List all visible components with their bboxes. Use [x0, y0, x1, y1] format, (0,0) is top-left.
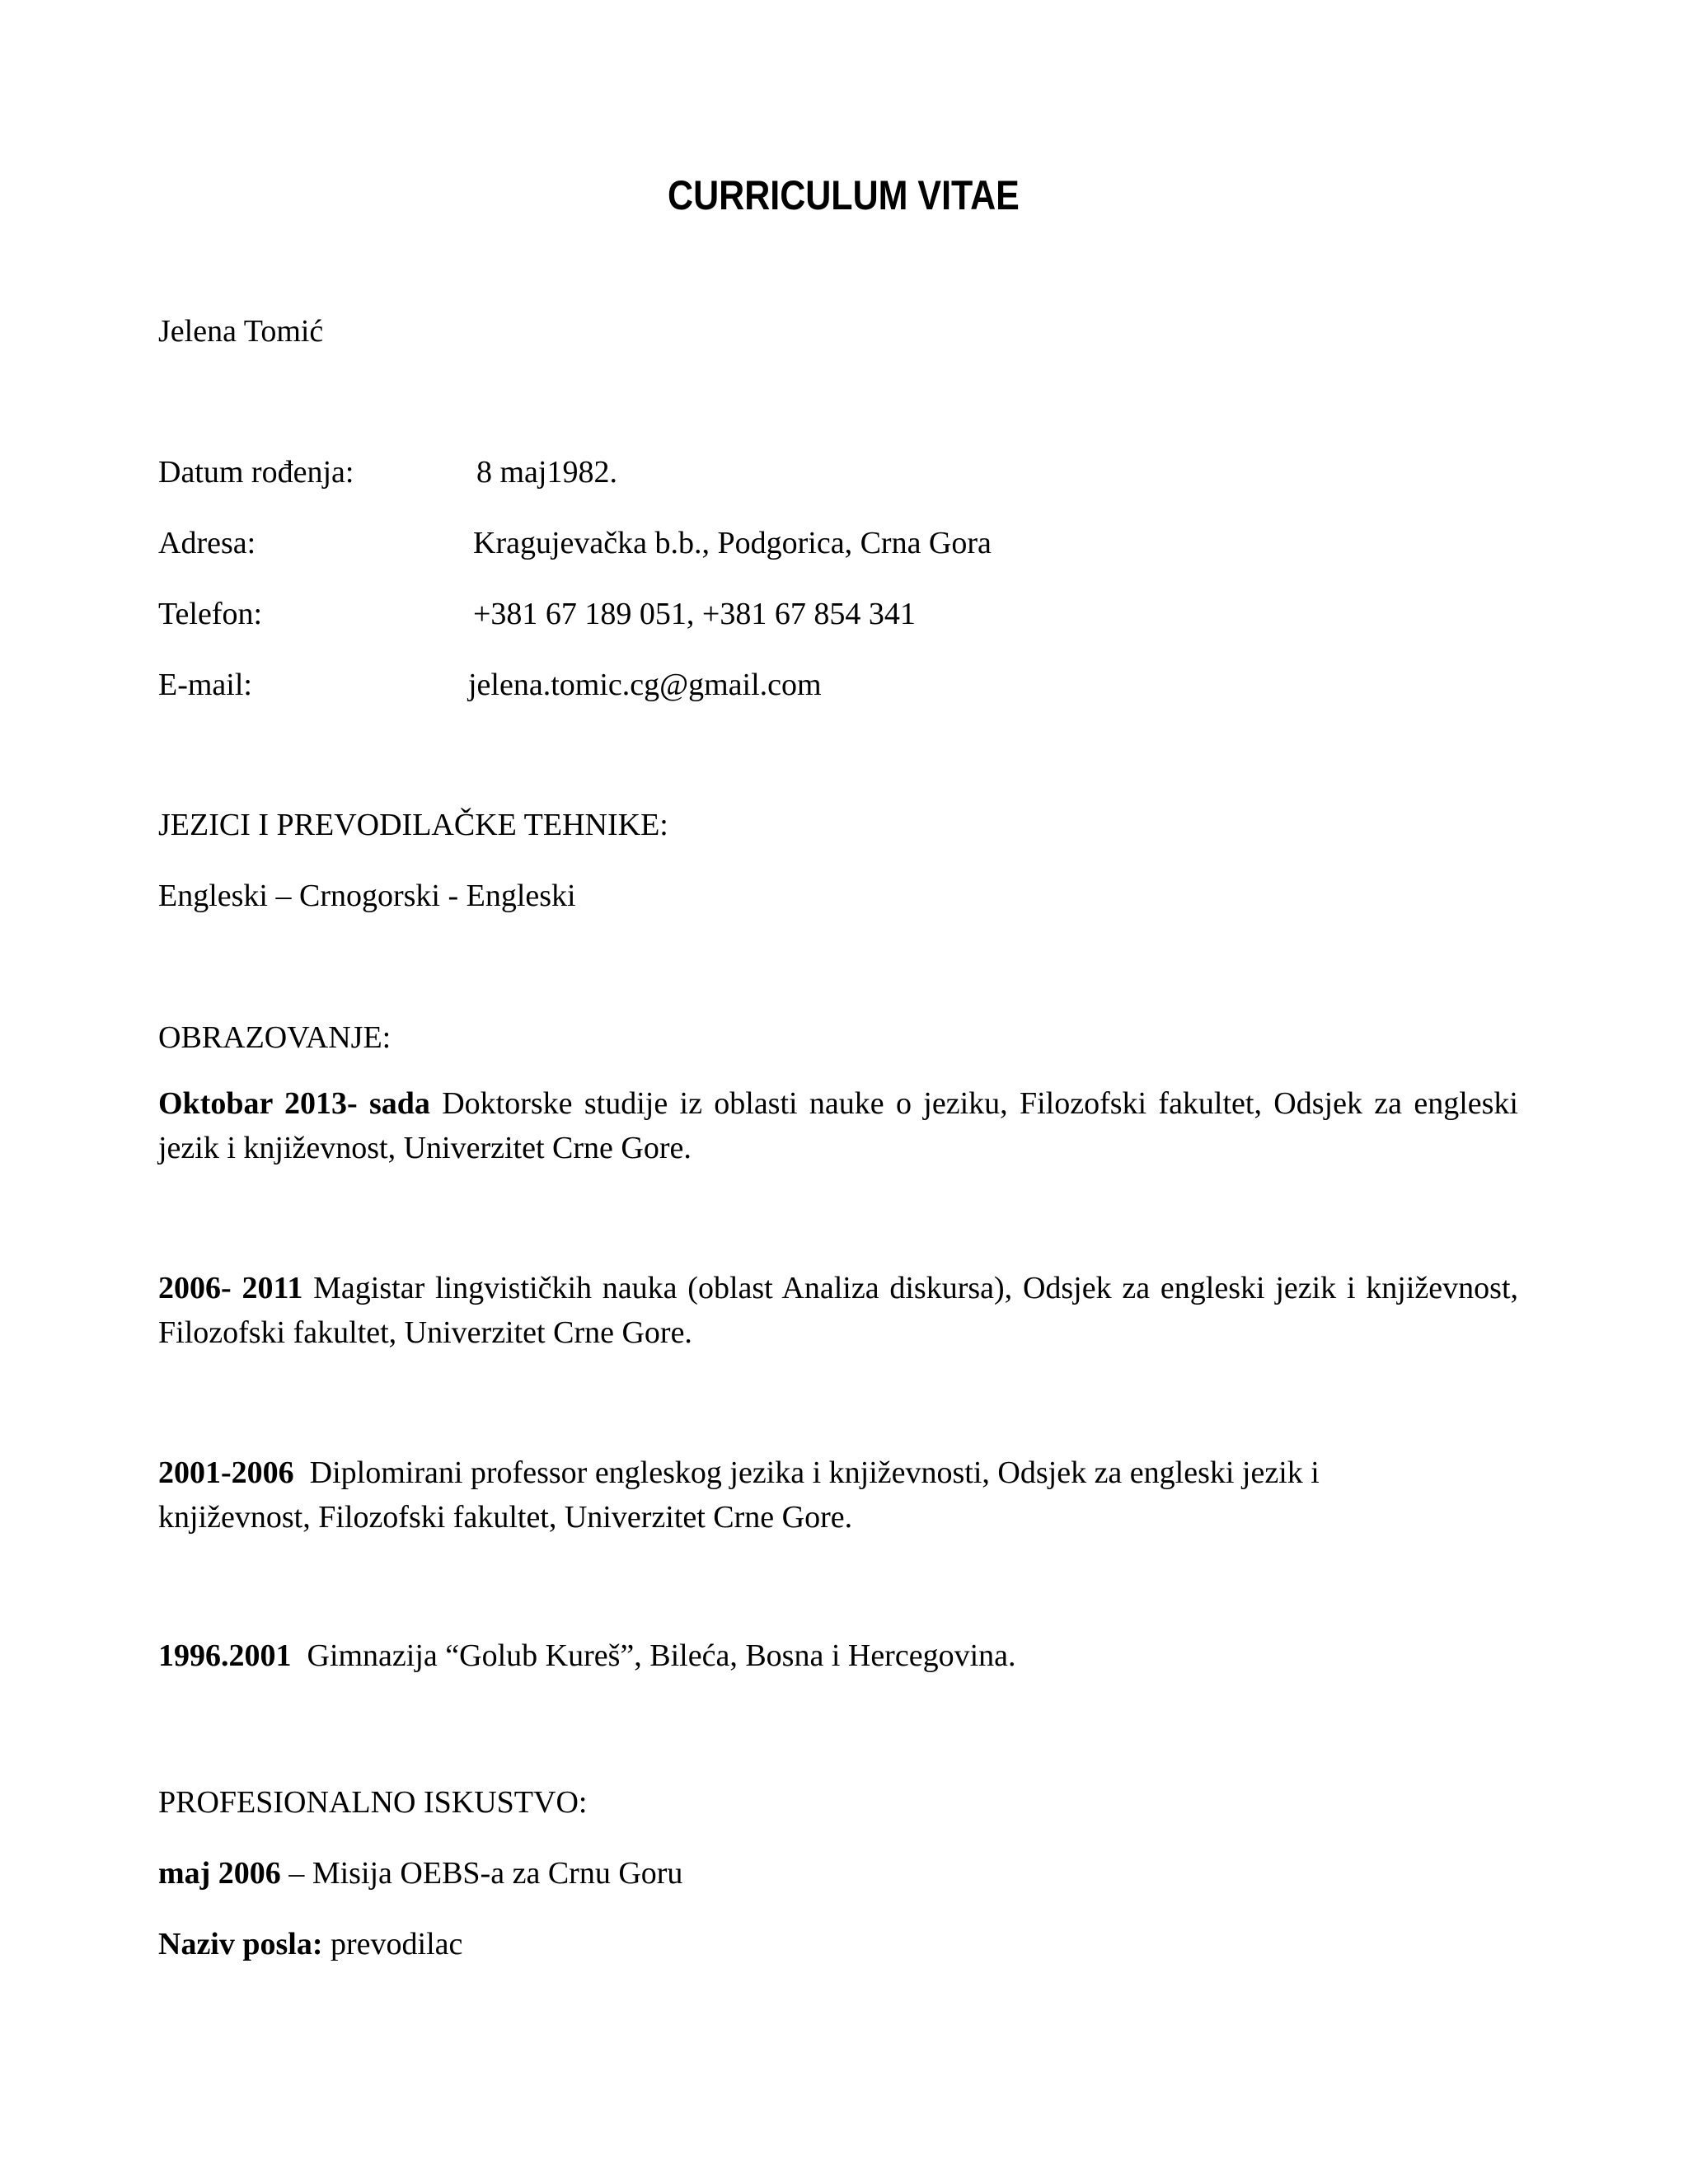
- education-period-1: Oktobar 2013- sada: [158, 1086, 430, 1121]
- email-value: jelena.tomic.cg@gmail.com: [468, 668, 822, 702]
- education-heading: OBRAZOVANJE:: [158, 1020, 392, 1055]
- education-entry-4: [158, 1633, 1518, 1678]
- experience-employer: – Misija OEBS-a za Crnu Goru: [288, 1856, 683, 1891]
- education-entry-2: [158, 1266, 1518, 1355]
- job-title-value: prevodilac: [331, 1927, 463, 1961]
- job-title-row: [158, 1929, 462, 1960]
- education-text-2: Magistar lingvističkih nauka (oblast Analiza diskursa), Odsjek za engleski jezik i književnost, Filozofski fakultet, Univerzitet Crne Gore.: [158, 1271, 1518, 1350]
- education-text-3: Diplomirani professor engleskog jezika i književnosti, Odsjek za engleski jezik i književnost, Filozofski fakultet, Univerzitet Crne Gore.: [158, 1455, 1320, 1535]
- email-label: E-mail:: [158, 668, 252, 702]
- address-value: Kragujevačka b.b., Podgorica, Crna Gora: [473, 526, 992, 560]
- education-entry-3: [158, 1451, 1403, 1540]
- languages-heading: JEZICI I PREVODILAČKE TEHNIKE:: [158, 808, 668, 842]
- education-text-4: Gimnazija “Golub Kureš”, Bileća, Bosna i Hercegovina.: [307, 1638, 1016, 1673]
- languages-text: Engleski – Crnogorski - Engleski: [158, 879, 576, 913]
- experience-entry: [158, 1858, 682, 1889]
- education-period-4: 1996.2001: [158, 1638, 292, 1673]
- education-period-2: 2006- 2011: [158, 1271, 303, 1305]
- birthdate-value: 8 maj1982.: [476, 455, 617, 490]
- experience-heading: PROFESIONALNO ISKUSTVO:: [158, 1785, 588, 1820]
- birthdate-label: Datum rođenja:: [158, 455, 354, 490]
- education-text-1: Doktorske studije iz oblasti nauke o jeziku, Filozofski fakultet, Odsjek za engleski jezik i književnost, Univerzitet Crne Gore.: [158, 1086, 1518, 1165]
- document-title: CURRICULUM VITAE: [668, 172, 1020, 218]
- phone-label: Telefon:: [158, 597, 263, 631]
- job-title-label: Naziv posla:: [158, 1927, 323, 1961]
- education-period-3: 2001-2006: [158, 1455, 294, 1490]
- person-name: Jelena Tomić: [158, 314, 324, 349]
- address-label: Adresa:: [158, 526, 256, 560]
- education-entry-1: [158, 1081, 1518, 1170]
- experience-date: maj 2006: [158, 1856, 281, 1891]
- phone-value: +381 67 189 051, +381 67 854 341: [473, 597, 916, 631]
